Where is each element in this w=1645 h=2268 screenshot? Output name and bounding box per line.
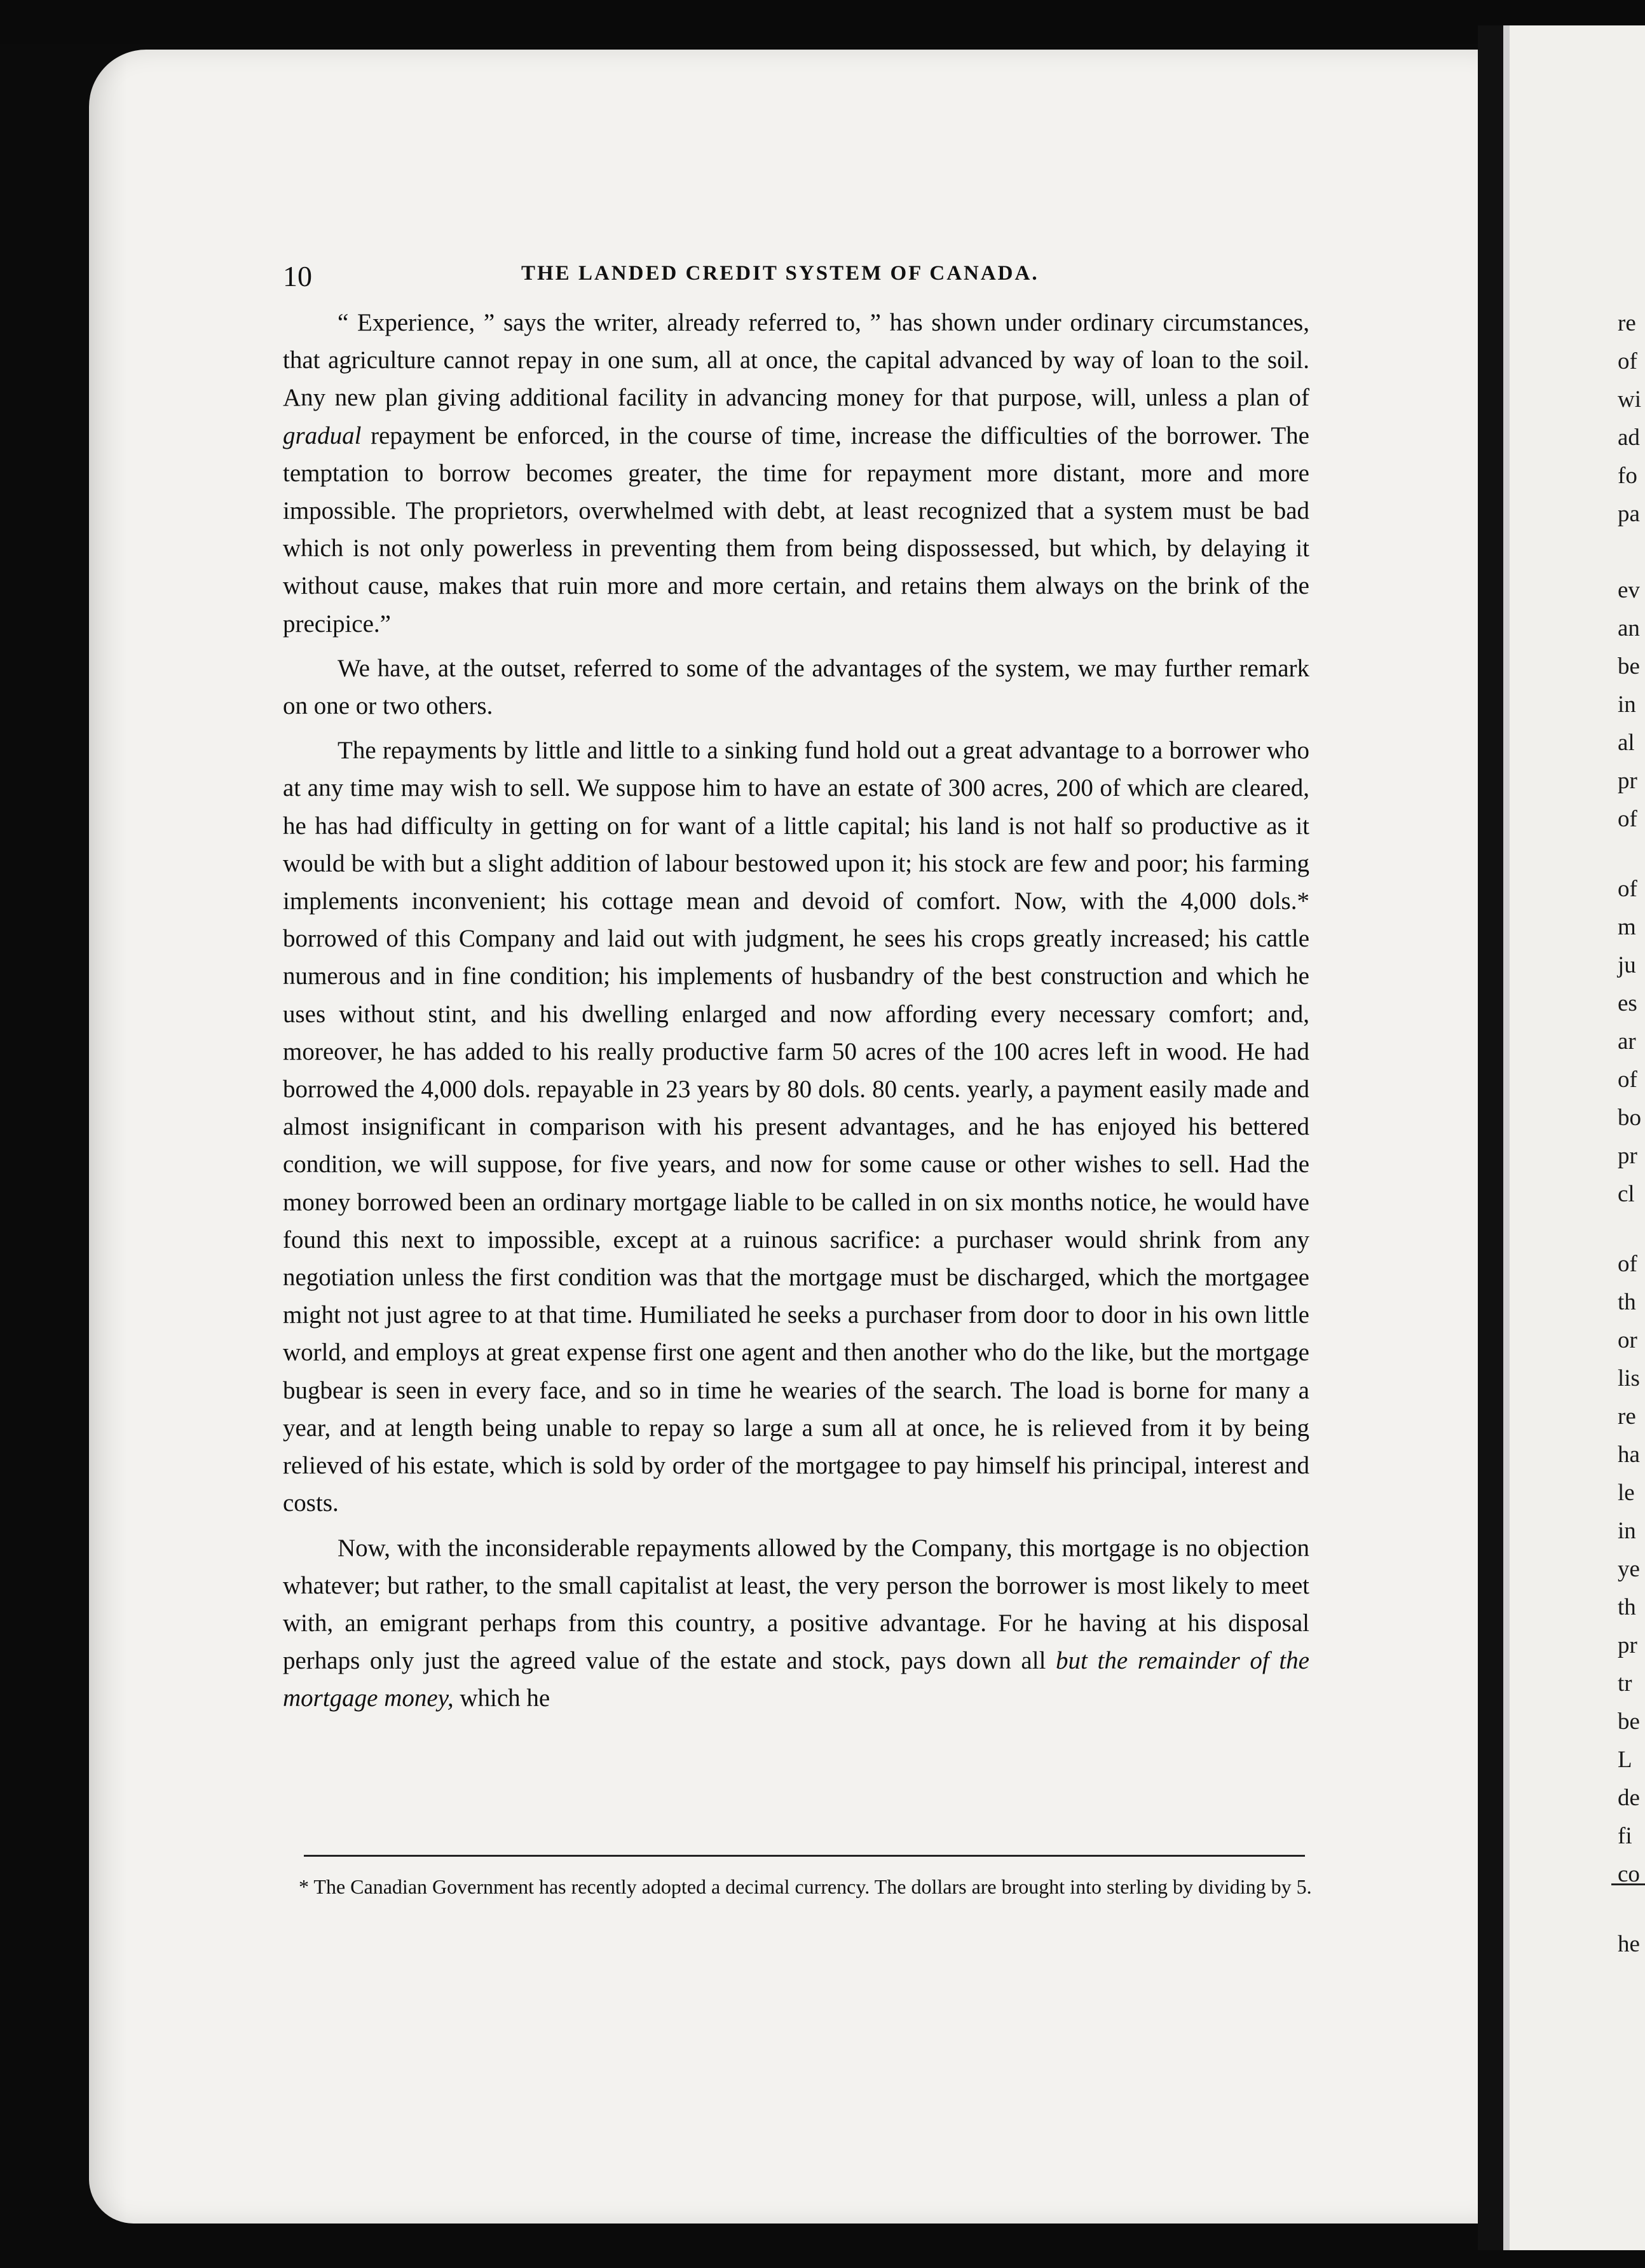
paragraph-4-emphasis: but the remainder of the mortgage money, [283, 1647, 1309, 1712]
footnote-divider [304, 1855, 1305, 1857]
next-page-word-fragment: tr [1618, 1670, 1632, 1697]
next-page-word-fragment: cl [1618, 1181, 1635, 1207]
next-page-word-fragment: ad [1618, 425, 1640, 451]
paragraph-1-text-end: repayment be enforced, in the course of time, increase the difficulties of the borrower. The temptation to borrow becomes greater, the time for repayment more distant, more and more impossible. The proprietors, overwhelmed with debt, at least recognized that a system must be bad which is not only powerless in preventing them from being dispossessed, but which, by delaying it without cause, makes that ruin more and more certain, and retains them always on the brink of the precipice.” [283, 421, 1309, 638]
next-page-word-fragment: pr [1618, 768, 1637, 794]
paragraph-4 [283, 1529, 1309, 1718]
next-page-word-fragment: th [1618, 1594, 1636, 1620]
page-body [283, 304, 1309, 1718]
next-page-word-fragment: re [1618, 310, 1636, 336]
footnote: * The Canadian Government has recently adopted a decimal currency. The dollars are brought into sterling by dividing by 5. [299, 1875, 1312, 1898]
next-page-word-fragment: m [1618, 914, 1636, 940]
paragraph-3: The repayments by little and little to a sinking fund hold out a great advantage to a borrower who at any time may wish to sell. We suppose him to have an estate of 300 acres, 200 of which are cleared, he has had difficulty in getting on for want of a little capital; his land is not half so productive as it would be with but a slight addition of labour bestowed upon it; his stock are few and poor; his farming implements inconvenient; his cottage mean and devoid of comfort. Now, with the 4,000 dols.* borrowed of this Company and laid out with judgment, he sees his crops greatly increased; his cattle numerous and in fine condition; his implements of husbandry of the best construction and which he uses without stint, and his dwelling enlarged and now affording every necessary comfort; and, moreover, he has added to his really productive farm 50 acres of the 100 acres left in wood. He had borrowed the 4,000 dols. repayable in 23 years by 80 dols. 80 cents. yearly, a payment easily made and almost insignificant in comparison with his present advantages, and he has enjoyed his bettered condition, we will suppose, for five years, and now for some cause or other wishes to sell. Had the money borrowed been an ordinary mortgage liable to be called in on six months notice, he would have found this next to impossible, except at a ruinous sacrifice: a purchaser would shrink from any negotiation unless the first condition was that the mortgage must be discharged, which the mortgagee might not just agree to at that time. Humiliated he seeks a purchaser from door to door in his own little world, and employs at great expense first one agent and then another who do the like, but the mortgage bugbear is seen in every face, and so in time he wearies of the search. The load is borne for many a year, and at length being unable to repay so large a sum all at once, he is relieved from it by being relieved of his estate, which is sold by order of the mortgagee to pay himself his principal, interest and costs. [283, 737, 1309, 1517]
next-page-word-fragment: lis [1618, 1365, 1640, 1391]
next-page-word-fragment: of [1618, 1251, 1637, 1277]
next-page-word-fragment: es [1618, 990, 1637, 1016]
paragraph-1-text-start: “ Experience, ” says the writer, already referred to, ” has shown under ordinary circumstances, that agriculture cannot repay in one sum, all at once, the capital advanced by way of loan to the soil. Any new plan giving additional facility in advancing money for that purpose, will, unless a plan of [283, 309, 1309, 412]
next-page-word-fragment: be [1618, 653, 1640, 680]
binding-gutter [1478, 25, 1503, 2250]
running-head: THE LANDED CREDIT SYSTEM OF CANADA. [521, 262, 1039, 285]
paragraph-2: We have, at the outset, referred to some of the advantages of the system, we may further remark on one or two others. [283, 654, 1309, 720]
next-page-word-fragment: bo [1618, 1105, 1641, 1131]
next-page-word-fragment: L [1618, 1747, 1632, 1773]
next-page-word-fragment: th [1618, 1289, 1636, 1315]
next-page-word-fragment: pa [1618, 501, 1640, 527]
next-page-word-fragment: re [1618, 1404, 1636, 1430]
next-page-word-fragment: pr [1618, 1143, 1637, 1169]
paragraph-1-emphasis: gradual [283, 421, 362, 449]
gutter-edge [1503, 25, 1510, 2250]
next-page-word-fragment: al [1618, 730, 1635, 756]
next-page-word-fragment: de [1618, 1785, 1640, 1811]
next-page-word-fragment: ha [1618, 1442, 1640, 1468]
next-page-word-fragment: wi [1618, 386, 1641, 413]
next-page-word-fragment: ju [1618, 952, 1636, 978]
next-page-word-fragment: of [1618, 1067, 1637, 1093]
next-page-word-fragment: fo [1618, 463, 1637, 489]
page-number: 10 [283, 260, 312, 292]
next-page-word-fragment: le [1618, 1480, 1635, 1506]
paragraph-4-text-start: Now, with the inconsiderable repayments allowed by the Company, this mortgage is no objection whatever; but rather, to the small capitalist at least, the very person the borrower is most likely to meet with, an emigrant perhaps from this country, a positive advantage. For he having at his disposal perhaps only just the agreed value of the estate and stock, pays down all [283, 1534, 1309, 1675]
paragraph-4-text-end: which he [453, 1684, 550, 1712]
next-page-word-fragment: co [1618, 1861, 1640, 1887]
next-page-word-fragment: of [1618, 348, 1637, 374]
scan-top-border [0, 0, 1645, 44]
next-page-word-fragment: in [1618, 1518, 1636, 1544]
next-page-word-fragment: fi [1618, 1823, 1632, 1849]
next-page-word-fragment: ev [1618, 577, 1640, 603]
next-page-word-fragment: or [1618, 1327, 1637, 1353]
next-page-word-fragment: of [1618, 806, 1637, 832]
next-page-word-fragment: he [1618, 1931, 1640, 1957]
next-page-word-fragment: an [1618, 615, 1640, 641]
next-page-word-fragment: ye [1618, 1556, 1640, 1582]
next-page-word-fragment: ar [1618, 1028, 1636, 1055]
next-page-sliver [1510, 25, 1645, 2250]
paragraph-1 [283, 304, 1309, 643]
next-page-word-fragment: pr [1618, 1632, 1637, 1658]
next-page-word-fragment: of [1618, 876, 1637, 902]
next-page-word-fragment: in [1618, 692, 1636, 718]
next-page-word-fragment: be [1618, 1709, 1640, 1735]
